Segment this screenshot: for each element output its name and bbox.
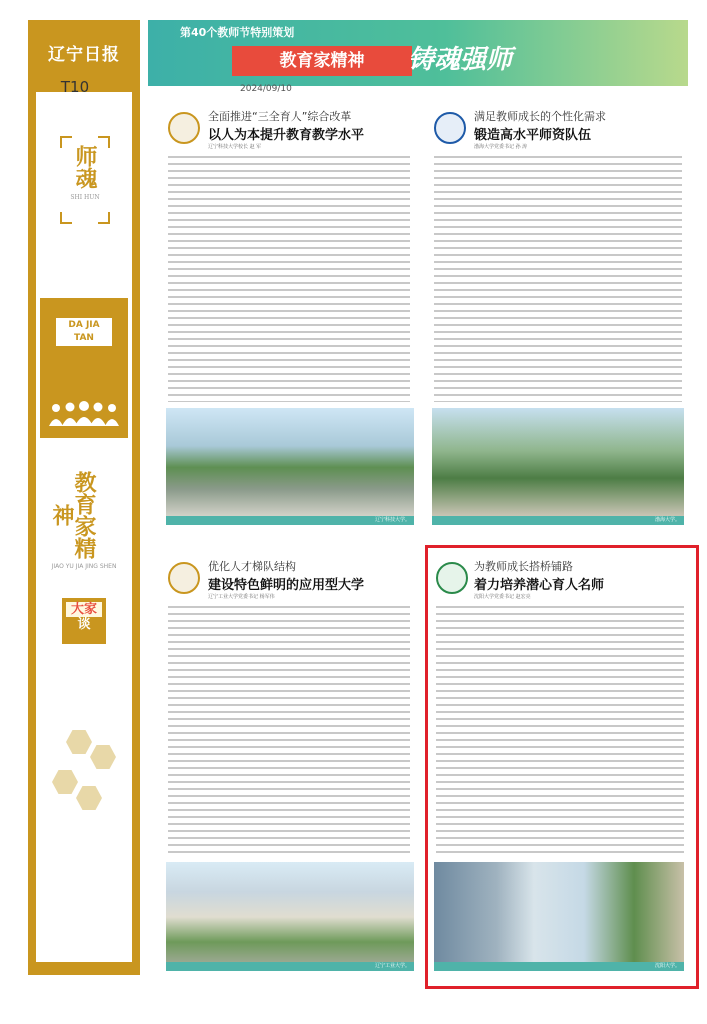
article-kicker: 为教师成长搭桥铺路 [474,560,573,573]
page-number: T10 [60,78,90,96]
banner-main-title: 教育家精神 [232,46,412,76]
section-shihun-pinyin: SHI HUN [70,194,100,201]
issue-date: 2024/09/10 [240,84,292,94]
masthead-logo: 辽宁日报 [48,45,120,65]
article-byline: 沈阳大学党委书记 赵宏亮 [474,594,531,600]
article-kicker: 满足教师成长的个性化需求 [474,110,606,123]
article-body-text [168,606,410,856]
people-icon [46,400,122,428]
article-headline: 建设特色鲜明的应用型大学 [208,578,365,593]
dajiatan-pinyin-line1: DA JIA [68,320,100,330]
campus-photo [166,862,414,962]
banner-subtitle: 第40个教师节特别策划 [180,26,295,39]
photo-caption: 辽宁科技大学。 [166,516,414,525]
vertical-section-pinyin: JIAO YU JIA JING SHEN [51,563,117,570]
section-shihun [58,140,112,220]
university-logo [168,112,200,144]
article-body-text [434,156,682,402]
article-headline: 锻造高水平师资队伍 [474,128,592,143]
banner-calligraphy: 铸魂强师 [408,45,513,75]
article-kicker: 全面推进“三全育人”综合改革 [208,110,352,123]
section-shihun-title: 师魂 [72,145,98,189]
article-body-text [168,156,410,402]
dajiatan-pinyin [56,318,112,346]
photo-caption: 渤海大学。 [432,516,684,525]
highlight-box [425,545,699,989]
photo-caption: 辽宁工业大学。 [166,962,414,971]
vertical-section-title: 教育家精神 [49,471,97,559]
university-logo [434,112,466,144]
article-byline: 辽宁科技大学校长 赵 军 [208,144,262,150]
article-headline: 以人为本提升教育教学水平 [208,128,365,143]
dajiatan-badge-line1: 大家 [66,602,102,617]
article-byline: 渤海大学党委书记 孙 涛 [474,144,528,150]
dajiatan-badge [62,598,106,644]
article-headline: 着力培养潜心育人名师 [474,578,605,593]
university-logo [168,562,200,594]
dajiatan-badge-line2: 谈 [77,617,91,632]
campus-photo [166,408,414,516]
dajiatan-pinyin-line2: TAN [74,333,94,343]
campus-photo [432,408,684,516]
photo-caption: 沈阳大学。 [434,962,684,971]
article-byline: 辽宁工业大学党委书记 杨军伟 [208,594,275,600]
article-kicker: 优化人才梯队结构 [208,560,296,573]
